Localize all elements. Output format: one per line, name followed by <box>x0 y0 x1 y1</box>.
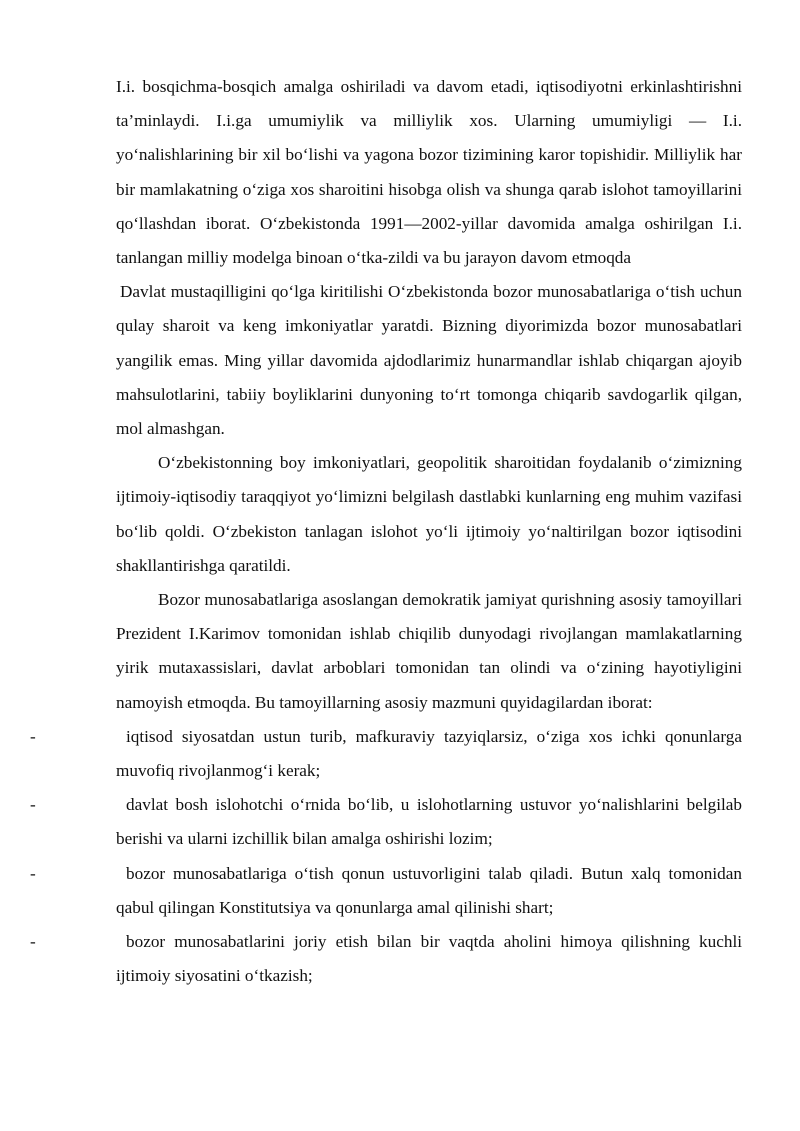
list-item <box>30 925 742 993</box>
list-item-text: iqtisod siyosatdan ustun turib, mafkuraviy tazyiqlarsiz, o‘ziga xos ichki qonunlarga muvofiq rivojlanmog‘i kerak; <box>116 726 742 781</box>
paragraph-1: I.i. bosqichma-bosqich amalga oshiriladi va davom etadi, iqtisodiyotni erkinlashtirishni ta’minlaydi. I.i.ga umumiylik va milliylik xos. Ularning umumiyligi — I.i. yo‘nalishlarining bir xil bo‘lishi va yagona bozor tizimining karor topishidir. Milliylik har bir mamlakatning o‘ziga xos sharoitini hisobga olish va shunga qarab islohot tamoyillarini qo‘llashdan iborat. O‘zbekistonda 1991—2002-yillar davomida amalga oshirilgan I.i. tanlangan milliy modelga binoan o‘tka-zildi va bu jarayon davom etmoqda <box>116 77 742 268</box>
paragraph-2: Davlat mustaqilligini qo‘lga kiritilishi O‘zbekistonda bozor munosabatlariga o‘tish uchun qulay sharoit va keng imkoniyatlar yaratdi. Bizning diyorimizda bozor munosabatlari yangilik emas. Ming yillar davomida ajdodlarimiz hunarmandlar ishlab chiqargan ajoyib mahsulotlarini, tabiiy boyliklarini dunyoning to‘rt tomonga chiqarib savdogarlik qilgan, mol almashgan. <box>116 282 742 439</box>
list-item-text: bozor munosabatlarini joriy etish bilan bir vaqtda aholini himoya qilishning kuchli ijtimoiy siyosatini o‘tkazish; <box>116 932 742 986</box>
list-item <box>30 720 742 788</box>
list-item-text: bozor munosabatlariga o‘tish qonun ustuvorligini talab qiladi. Butun xalq tomonidan qabul qilingan Konstitutsiya va qonunlarga amal qilinishi shart; <box>116 863 742 917</box>
paragraph-4: Bozor munosabatlariga asoslangan demokratik jamiyat qurishning asosiy tamoyillari Prezident I.Karimov tomonidan ishlab chiqilib dunyodagi rivojlangan mamlakatlarning yirik mutaxassislari, davlat arboblari tomonidan tan olindi va o‘zining hayotiyligini namoyish etmoqda. Bu tamoyillarning asosiy mazmuni quyidagilardan iborat: <box>116 590 742 712</box>
list-dash: - <box>30 726 36 746</box>
list-item-text: davlat bosh islohotchi o‘rnida bo‘lib, u islohotlarning ustuvor yo‘nalishlarini belgilab berishi va ularni izchillik bilan amalga oshirishi lozim; <box>116 795 742 849</box>
list-dash: - <box>30 863 36 883</box>
list-item <box>30 788 742 856</box>
paragraph-3: O‘zbekistonning boy imkoniyatlari, geopolitik sharoitidan foydalanib o‘zimizning ijtimoiy-iqtisodiy taraqqiyot yo‘limizni belgilash dastlabki kunlarning eng muhim vazifasi bo‘lib qoldi. O‘zbekiston tanlagan islohot yo‘li ijtimoiy yo‘naltirilgan bozor iqtisodini shakllantirishga qaratildi. <box>116 453 742 575</box>
list-dash: - <box>30 932 36 952</box>
list-dash: - <box>30 795 36 815</box>
principles-list <box>30 720 742 994</box>
list-item <box>30 857 742 925</box>
